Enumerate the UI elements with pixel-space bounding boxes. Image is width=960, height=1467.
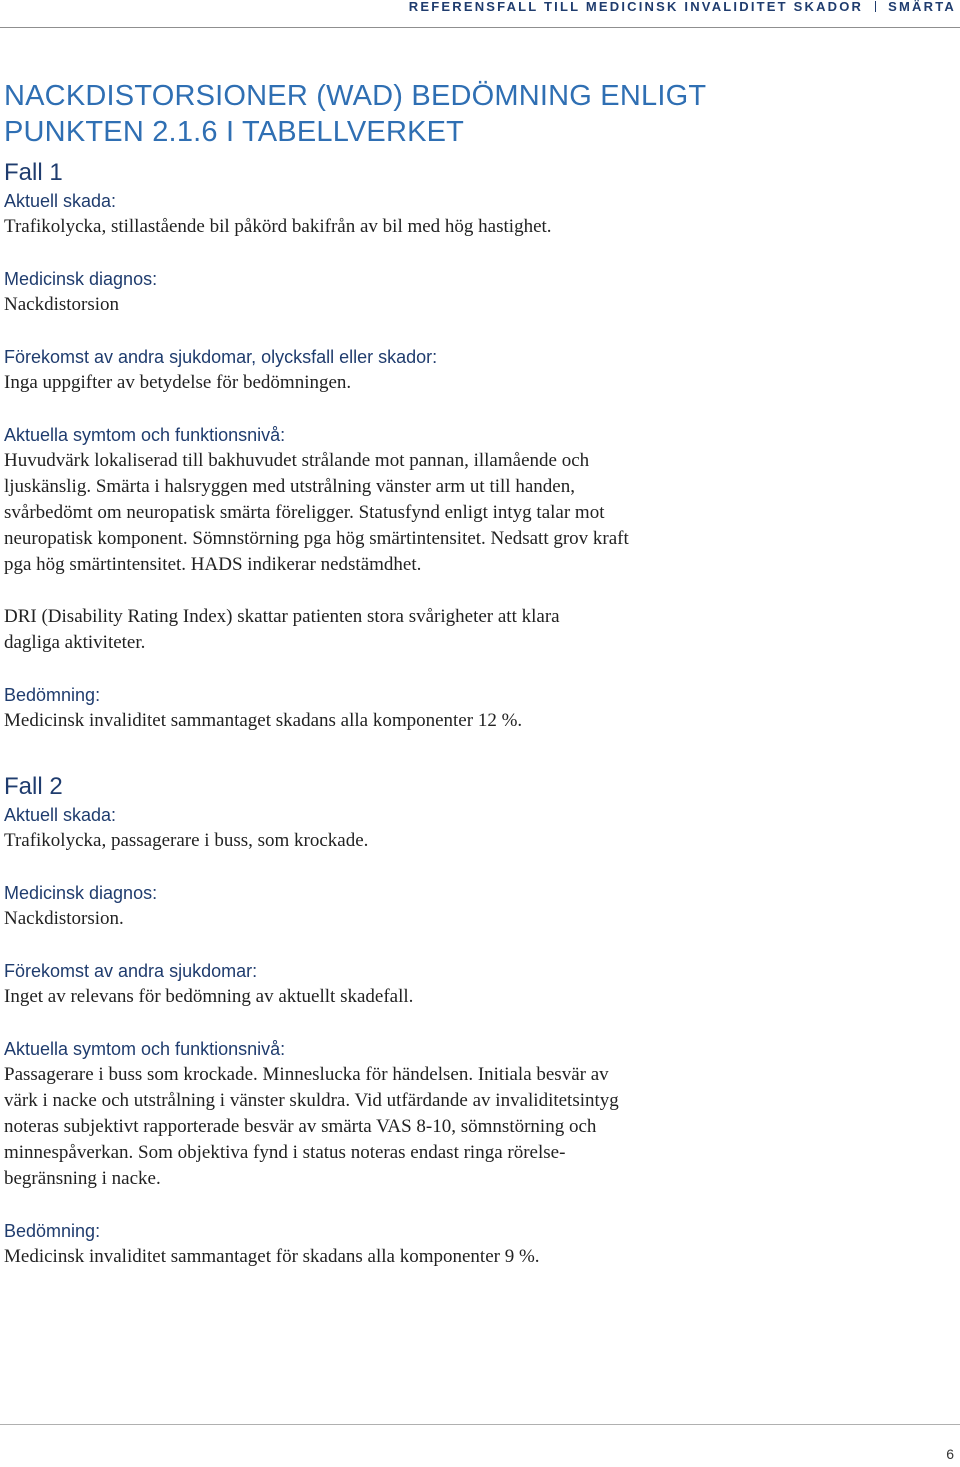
header-chapter: SMÄRTA	[888, 0, 956, 14]
case-2-diagnosis-label: Medicinsk diagnos:	[4, 883, 158, 903]
case-2	[4, 772, 924, 1270]
header-section: REFERENSFALL TILL MEDICINSK INVALIDITET SKADOR	[408, 0, 864, 14]
case-2-assessment: Medicinsk invaliditet sammantaget för skadans alla komponenter 9 %.	[4, 1246, 540, 1267]
case-1	[4, 158, 924, 734]
case-2-injury: Trafikolycka, passagerare i buss, som krockade.	[4, 830, 369, 851]
header-separator	[875, 1, 876, 12]
footer-rule	[0, 1424, 960, 1425]
case-2-diagnosis: Nackdistorsion.	[4, 908, 124, 929]
case-2-other-label: Förekomst av andra sjukdomar:	[4, 961, 258, 981]
case-1-assessment-label: Bedömning:	[4, 685, 101, 705]
case-1-diagnosis-label: Medicinsk diagnos:	[4, 269, 158, 289]
case-2-heading: Fall 2	[4, 773, 63, 800]
running-header	[0, 0, 960, 28]
case-1-symptoms: Huvudvärk lokaliserad till bakhuvudet strålande mot pannan, illamående och ljuskänslig. Smärta i halsryggen med utstrålning vänster arm ut till handen, svårbedömt om neuropatisk smärta föreligger. Statusfynd enligt intyg talar mot neuropatisk komponent. Sömnstörning pga hög smärtintensitet. Nedsatt grov kraft pga hög smärtintensitet. HADS indikerar nedstämdhet.	[4, 450, 629, 575]
case-1-dri: DRI (Disability Rating Index) skattar patienten stora svårigheter att klara dagliga aktiviteter.	[4, 606, 560, 653]
case-1-diagnosis: Nackdistorsion	[4, 294, 120, 315]
case-2-injury-label: Aktuell skada:	[4, 805, 117, 825]
case-2-symptoms-label: Aktuella symtom och funktionsnivå:	[4, 1039, 286, 1059]
case-2-other: Inget av relevans för bedömning av aktuellt skadefall.	[4, 986, 414, 1007]
case-1-symptoms-label: Aktuella symtom och funktionsnivå:	[4, 425, 286, 445]
case-1-assessment: Medicinsk invaliditet sammantaget skadans alla komponenter 12 %.	[4, 710, 523, 731]
case-1-injury: Trafikolycka, stillastående bil påkörd bakifrån av bil med hög hastighet.	[4, 216, 552, 237]
case-1-heading: Fall 1	[4, 159, 63, 186]
case-2-assessment-label: Bedömning:	[4, 1221, 101, 1241]
case-1-injury-label: Aktuell skada:	[4, 191, 117, 211]
case-1-other: Inga uppgifter av betydelse för bedömningen.	[4, 372, 352, 393]
page-title: NACKDISTORSIONER (WAD) BEDÖMNING ENLIGT PUNKTEN 2.1.6 I TABELLVERKET	[4, 80, 707, 148]
page-number: 6	[946, 1446, 954, 1462]
case-1-other-label: Förekomst av andra sjukdomar, olycksfall eller skador:	[4, 347, 438, 367]
case-2-symptoms: Passagerare i buss som krockade. Minneslucka för händelsen. Initiala besvär av värk i nacke och utstrålning i vänster skuldra. Vid utfärdande av invaliditetsintyg noteras subjektivt rapporterade besvär av smärta VAS 8-10, sömnstörning och minnespåverkan. Som objektiva fynd i status noteras endast ringa rörelse- begränsning i nacke.	[4, 1064, 619, 1189]
